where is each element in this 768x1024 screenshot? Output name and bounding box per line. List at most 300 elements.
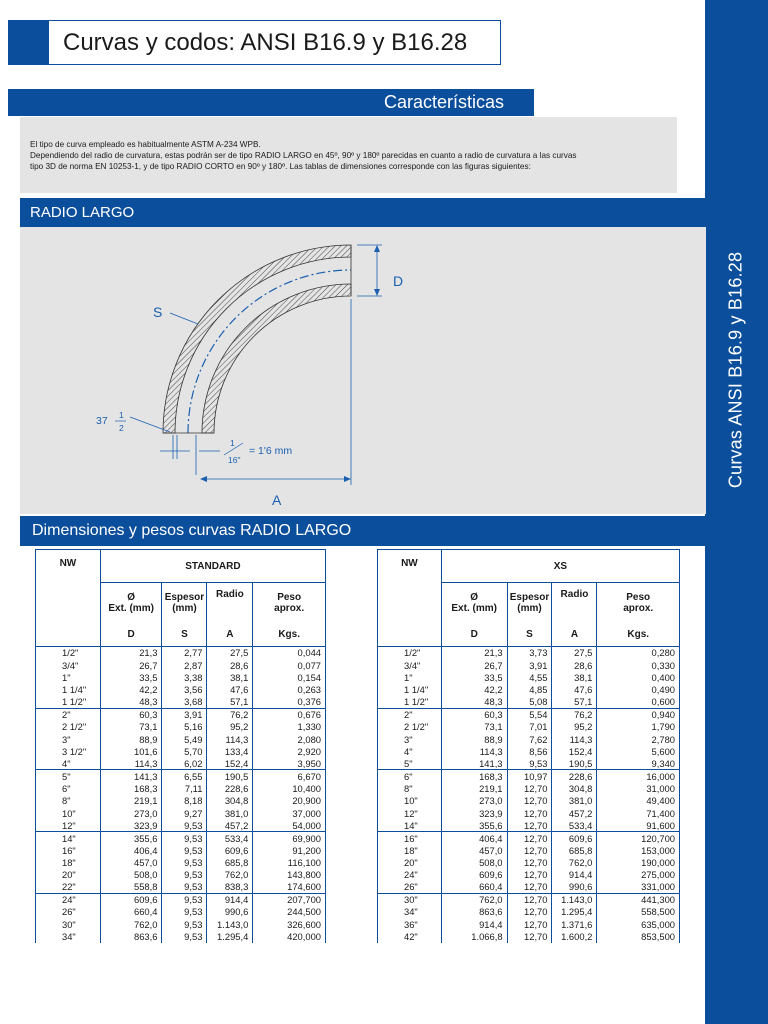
radio-cell: 228,6 <box>552 770 597 782</box>
peso-cell: 635,000 <box>597 918 680 930</box>
radio-cell: 457,2 <box>207 819 253 831</box>
peso-cell: 69,900 <box>253 832 326 844</box>
nw-cell: 12" <box>36 819 101 831</box>
nw-cell: 2" <box>378 708 442 720</box>
ext-cell: 660,4 <box>441 881 507 893</box>
peso-cell: 275,000 <box>597 869 680 881</box>
espesor-cell: 3,56 <box>162 684 207 696</box>
espesor-header: Espesor (mm) <box>162 583 207 623</box>
espesor-cell: 10,97 <box>507 770 552 782</box>
nw-cell: 10" <box>378 795 442 807</box>
peso-cell: 20,900 <box>253 795 326 807</box>
peso-cell: 153,000 <box>597 844 680 856</box>
nw-cell: 16" <box>378 832 442 844</box>
table-row <box>36 684 326 696</box>
nw-cell: 34" <box>36 930 101 942</box>
radio-cell: 133,4 <box>207 745 253 757</box>
ext-cell: 219,1 <box>441 782 507 794</box>
nw-cell: 1/2" <box>378 647 442 659</box>
ext-cell: 168,3 <box>100 782 162 794</box>
table-row <box>378 893 680 905</box>
table-row <box>36 930 326 942</box>
peso-cell: 0,154 <box>253 671 326 683</box>
xs-group-header: XS <box>441 550 679 583</box>
radio-header: Radio <box>552 583 597 623</box>
angle-num: 1 <box>119 410 124 420</box>
ext-cell: 355,6 <box>441 819 507 831</box>
ext-cell: 21,3 <box>441 647 507 659</box>
ext-cell: 60,3 <box>100 708 162 720</box>
espesor-cell: 12,70 <box>507 856 552 868</box>
radio-cell: 57,1 <box>552 696 597 708</box>
table-row <box>378 733 680 745</box>
radio-cell: 533,4 <box>207 832 253 844</box>
nw-cell: 3/4" <box>36 659 101 671</box>
radio-cell: 47,6 <box>552 684 597 696</box>
espesor-cell: 9,53 <box>162 881 207 893</box>
radio-cell: 76,2 <box>207 708 253 720</box>
nw-cell: 1" <box>378 671 442 683</box>
nw-cell: 24" <box>36 893 101 905</box>
label-s: S <box>153 304 163 320</box>
table-row <box>378 721 680 733</box>
table-row <box>36 918 326 930</box>
ext-cell: 863,6 <box>441 906 507 918</box>
radio-cell: 76,2 <box>552 708 597 720</box>
ext-cell: 558,8 <box>100 881 162 893</box>
peso-cell: 0,044 <box>253 647 326 659</box>
espesor-cell: 9,53 <box>162 893 207 905</box>
peso-cell: 2,920 <box>253 745 326 757</box>
peso-cell: 0,676 <box>253 708 326 720</box>
ext-cell: 101,6 <box>100 745 162 757</box>
frac-num: 1 <box>230 438 235 448</box>
ext-cell: 508,0 <box>441 856 507 868</box>
espesor-cell: 9,53 <box>162 930 207 942</box>
espesor-cell: 3,91 <box>507 659 552 671</box>
table-row <box>378 819 680 831</box>
ext-cell: 42,2 <box>100 684 162 696</box>
ext-cell: 273,0 <box>100 807 162 819</box>
peso-cell: 0,940 <box>597 708 680 720</box>
table-row <box>378 708 680 720</box>
nw-cell: 4" <box>378 745 442 757</box>
peso-cell: 0,600 <box>597 696 680 708</box>
espesor-cell: 5,16 <box>162 721 207 733</box>
ext-cell: 355,6 <box>100 832 162 844</box>
table-row <box>36 782 326 794</box>
ext-cell: 323,9 <box>441 807 507 819</box>
peso-cell: 1,790 <box>597 721 680 733</box>
nw-cell: 20" <box>36 869 101 881</box>
espesor-cell: 3,73 <box>507 647 552 659</box>
radio-cell: 95,2 <box>552 721 597 733</box>
espesor-cell: 9,53 <box>162 906 207 918</box>
table-row <box>36 856 326 868</box>
peso-cell: 49,400 <box>597 795 680 807</box>
nw-cell: 8" <box>36 795 101 807</box>
espesor-cell: 12,70 <box>507 819 552 831</box>
peso-cell: 853,500 <box>597 930 680 942</box>
ext-cell: 60,3 <box>441 708 507 720</box>
mm-text: = 1'6 mm <box>249 445 293 457</box>
radio-cell: 609,6 <box>552 832 597 844</box>
table-row <box>378 918 680 930</box>
radio-cell: 114,3 <box>552 733 597 745</box>
radio-cell: 228,6 <box>207 782 253 794</box>
peso-cell: 174,600 <box>253 881 326 893</box>
ext-cell: 457,0 <box>100 856 162 868</box>
espesor-cell: 12,70 <box>507 807 552 819</box>
nw-cell: 42" <box>378 930 442 942</box>
peso-cell: 3,950 <box>253 758 326 770</box>
espesor-cell: 8,18 <box>162 795 207 807</box>
standard-group-header: STANDARD <box>100 550 325 583</box>
radio-cell: 114,3 <box>207 733 253 745</box>
table-row <box>36 758 326 770</box>
radio-cell: 95,2 <box>207 721 253 733</box>
radio-cell: 1.600,2 <box>552 930 597 942</box>
peso-cell: 54,000 <box>253 819 326 831</box>
espesor-cell: 3,68 <box>162 696 207 708</box>
nw-cell: 5" <box>378 758 442 770</box>
peso-cell: 0,376 <box>253 696 326 708</box>
ext-cell: 21,3 <box>100 647 162 659</box>
espesor-cell: 2,87 <box>162 659 207 671</box>
radio-cell: 990,6 <box>207 906 253 918</box>
table-row <box>36 721 326 733</box>
nw-cell: 4" <box>36 758 101 770</box>
table-row <box>36 844 326 856</box>
peso-cell: 9,340 <box>597 758 680 770</box>
peso-cell: 5,600 <box>597 745 680 757</box>
ext-cell: 73,1 <box>100 721 162 733</box>
espesor-cell: 12,70 <box>507 869 552 881</box>
peso-cell: 6,670 <box>253 770 326 782</box>
radio-cell: 27,5 <box>552 647 597 659</box>
ext-cell: 88,9 <box>441 733 507 745</box>
radio-cell: 685,8 <box>207 856 253 868</box>
radio-cell: 1.143,0 <box>552 893 597 905</box>
nw-cell: 22" <box>36 881 101 893</box>
table-row <box>36 795 326 807</box>
radio-cell: 1.371,6 <box>552 918 597 930</box>
ext-cell: 609,6 <box>100 893 162 905</box>
xs-table <box>377 549 680 943</box>
nw-cell: 14" <box>378 819 442 831</box>
nw-cell: 3 1/2" <box>36 745 101 757</box>
ext-cell: 762,0 <box>441 893 507 905</box>
table-row <box>36 893 326 905</box>
radio-largo-header: RADIO LARGO <box>20 198 706 227</box>
nw-cell: 24" <box>378 869 442 881</box>
nw-cell: 2 1/2" <box>378 721 442 733</box>
peso-cell: 558,500 <box>597 906 680 918</box>
espesor-cell: 4,85 <box>507 684 552 696</box>
nw-cell: 2" <box>36 708 101 720</box>
espesor-cell: 8,56 <box>507 745 552 757</box>
ext-cell: 114,3 <box>441 745 507 757</box>
ext-cell: 88,9 <box>100 733 162 745</box>
table-row <box>36 647 326 659</box>
peso-cell: 0,263 <box>253 684 326 696</box>
nw-cell: 30" <box>36 918 101 930</box>
ext-cell: 863,6 <box>100 930 162 942</box>
table-row <box>378 856 680 868</box>
unit-s: S <box>162 623 207 647</box>
nw-cell: 6" <box>36 782 101 794</box>
ext-cell: 273,0 <box>441 795 507 807</box>
intro-text <box>20 117 677 193</box>
nw-cell: 18" <box>378 844 442 856</box>
espesor-cell: 7,01 <box>507 721 552 733</box>
angle-den: 2 <box>119 423 124 433</box>
nw-cell: 1 1/2" <box>378 696 442 708</box>
radio-cell: 1.295,4 <box>552 906 597 918</box>
radio-cell: 990,6 <box>552 881 597 893</box>
radio-cell: 152,4 <box>552 745 597 757</box>
peso-cell: 120,700 <box>597 832 680 844</box>
peso-cell: 37,000 <box>253 807 326 819</box>
peso-cell: 116,100 <box>253 856 326 868</box>
espesor-cell: 9,27 <box>162 807 207 819</box>
espesor-cell: 7,11 <box>162 782 207 794</box>
nw-cell: 5" <box>36 770 101 782</box>
ext-cell: 114,3 <box>100 758 162 770</box>
table-row <box>36 696 326 708</box>
peso-cell: 0,280 <box>597 647 680 659</box>
espesor-cell: 4,55 <box>507 671 552 683</box>
unit-s: S <box>507 623 552 647</box>
standard-table <box>35 549 326 943</box>
table-row <box>36 671 326 683</box>
radio-cell: 762,0 <box>552 856 597 868</box>
nw-header: NW <box>378 550 442 647</box>
table-row <box>36 807 326 819</box>
table-row <box>36 881 326 893</box>
table-row <box>378 770 680 782</box>
table-row <box>36 832 326 844</box>
peso-cell: 244,500 <box>253 906 326 918</box>
espesor-cell: 3,91 <box>162 708 207 720</box>
espesor-cell: 9,53 <box>162 832 207 844</box>
ext-cell: 457,0 <box>441 844 507 856</box>
espesor-cell: 12,70 <box>507 906 552 918</box>
espesor-cell: 12,70 <box>507 918 552 930</box>
espesor-cell: 9,53 <box>162 869 207 881</box>
radio-cell: 27,5 <box>207 647 253 659</box>
nw-cell: 12" <box>378 807 442 819</box>
peso-cell: 0,077 <box>253 659 326 671</box>
ext-cell: 168,3 <box>441 770 507 782</box>
table-row <box>378 869 680 881</box>
radio-cell: 190,5 <box>207 770 253 782</box>
ext-cell: 508,0 <box>100 869 162 881</box>
nw-cell: 34" <box>378 906 442 918</box>
page-title: Curvas y codos: ANSI B16.9 y B16.28 <box>48 20 501 65</box>
espesor-cell: 2,77 <box>162 647 207 659</box>
elbow-outer-wall <box>163 245 351 433</box>
espesor-cell: 9,53 <box>162 844 207 856</box>
peso-cell: 143,800 <box>253 869 326 881</box>
ext-cell: 1.066,8 <box>441 930 507 942</box>
radio-header: Radio <box>207 583 253 623</box>
table-row <box>378 671 680 683</box>
espesor-cell: 6,02 <box>162 758 207 770</box>
intro-line-3: tipo 3D de norma EN 10253-1, y de tipo RADIO CORTO en 90º y 180º. Las tablas de dimensiones corresponde con las figuras siguientes: <box>30 162 531 171</box>
nw-cell: 1" <box>36 671 101 683</box>
nw-cell: 18" <box>36 856 101 868</box>
radio-cell: 1.143,0 <box>207 918 253 930</box>
elbow-diagram-svg <box>20 227 706 514</box>
ext-cell: 660,4 <box>100 906 162 918</box>
peso-cell: 331,000 <box>597 881 680 893</box>
peso-cell: 0,400 <box>597 671 680 683</box>
table-row <box>378 906 680 918</box>
nw-cell: 1 1/4" <box>378 684 442 696</box>
nw-header: NW <box>36 550 101 647</box>
unit-kgs: Kgs. <box>597 623 680 647</box>
unit-a: A <box>207 623 253 647</box>
espesor-cell: 9,53 <box>162 918 207 930</box>
nw-cell: 3" <box>378 733 442 745</box>
peso-cell: 16,000 <box>597 770 680 782</box>
table-row <box>36 708 326 720</box>
espesor-cell: 5,08 <box>507 696 552 708</box>
espesor-cell: 12,70 <box>507 881 552 893</box>
side-bar <box>705 0 768 1024</box>
ext-cell: 914,4 <box>441 918 507 930</box>
nw-cell: 2 1/2" <box>36 721 101 733</box>
ext-cell: 26,7 <box>441 659 507 671</box>
label-d: D <box>393 273 404 289</box>
peso-header: Peso aprox. <box>597 583 680 623</box>
peso-cell: 0,330 <box>597 659 680 671</box>
espesor-cell: 9,53 <box>507 758 552 770</box>
angle-whole: 37 <box>96 415 108 427</box>
peso-cell: 441,300 <box>597 893 680 905</box>
table-row <box>378 807 680 819</box>
espesor-cell: 12,70 <box>507 930 552 942</box>
radio-cell: 57,1 <box>207 696 253 708</box>
table-row <box>378 782 680 794</box>
nw-cell: 3" <box>36 733 101 745</box>
ext-cell: 33,5 <box>441 671 507 683</box>
peso-cell: 420,000 <box>253 930 326 942</box>
peso-cell: 91,600 <box>597 819 680 831</box>
ext-cell: 406,4 <box>100 844 162 856</box>
nw-cell: 1/2" <box>36 647 101 659</box>
table-row <box>378 758 680 770</box>
table-row <box>36 869 326 881</box>
radio-cell: 381,0 <box>552 795 597 807</box>
nw-cell: 8" <box>378 782 442 794</box>
ext-cell: 141,3 <box>100 770 162 782</box>
espesor-cell: 5,49 <box>162 733 207 745</box>
ext-header: Ø Ext. (mm) <box>100 583 162 623</box>
nw-cell: 6" <box>378 770 442 782</box>
espesor-cell: 7,62 <box>507 733 552 745</box>
nw-cell: 30" <box>378 893 442 905</box>
radio-cell: 28,6 <box>552 659 597 671</box>
espesor-cell: 12,70 <box>507 795 552 807</box>
peso-cell: 71,400 <box>597 807 680 819</box>
title-accent-box <box>8 20 48 65</box>
espesor-header: Espesor (mm) <box>507 583 552 623</box>
ext-cell: 73,1 <box>441 721 507 733</box>
table-row <box>36 819 326 831</box>
radio-cell: 38,1 <box>552 671 597 683</box>
espesor-cell: 5,54 <box>507 708 552 720</box>
ext-cell: 33,5 <box>100 671 162 683</box>
ext-cell: 323,9 <box>100 819 162 831</box>
peso-cell: 326,600 <box>253 918 326 930</box>
table-row <box>378 647 680 659</box>
radio-cell: 609,6 <box>207 844 253 856</box>
unit-kgs: Kgs. <box>253 623 326 647</box>
label-a: A <box>272 492 282 508</box>
ext-cell: 219,1 <box>100 795 162 807</box>
ext-cell: 48,3 <box>441 696 507 708</box>
espesor-cell: 9,53 <box>162 819 207 831</box>
peso-cell: 91,200 <box>253 844 326 856</box>
espesor-cell: 12,70 <box>507 782 552 794</box>
table-row <box>378 881 680 893</box>
ext-cell: 406,4 <box>441 832 507 844</box>
ext-cell: 26,7 <box>100 659 162 671</box>
radio-cell: 1.295,4 <box>207 930 253 942</box>
radio-cell: 28,6 <box>207 659 253 671</box>
side-title: Curvas ANSI B16.9 y B16.28 <box>725 251 746 489</box>
table-row <box>378 684 680 696</box>
radio-cell: 47,6 <box>207 684 253 696</box>
nw-cell: 14" <box>36 832 101 844</box>
table-row <box>378 795 680 807</box>
radio-cell: 914,4 <box>207 893 253 905</box>
ext-cell: 48,3 <box>100 696 162 708</box>
nw-cell: 26" <box>36 906 101 918</box>
table-row <box>378 832 680 844</box>
unit-a: A <box>552 623 597 647</box>
table-row <box>378 696 680 708</box>
table-row <box>36 733 326 745</box>
radio-cell: 838,3 <box>207 881 253 893</box>
peso-cell: 2,080 <box>253 733 326 745</box>
espesor-cell: 12,70 <box>507 832 552 844</box>
ext-cell: 141,3 <box>441 758 507 770</box>
peso-cell: 207,700 <box>253 893 326 905</box>
espesor-cell: 12,70 <box>507 893 552 905</box>
table-row <box>36 745 326 757</box>
nw-cell: 3/4" <box>378 659 442 671</box>
nw-cell: 36" <box>378 918 442 930</box>
table-row <box>36 659 326 671</box>
table-row <box>378 844 680 856</box>
nw-cell: 10" <box>36 807 101 819</box>
ext-header: Ø Ext. (mm) <box>441 583 507 623</box>
radio-cell: 38,1 <box>207 671 253 683</box>
radio-cell: 914,4 <box>552 869 597 881</box>
espesor-cell: 6,55 <box>162 770 207 782</box>
elbow-diagram <box>20 227 706 514</box>
table-row <box>36 906 326 918</box>
espesor-cell: 9,53 <box>162 856 207 868</box>
dimensiones-header: Dimensiones y pesos curvas RADIO LARGO <box>20 516 706 546</box>
table-row <box>378 745 680 757</box>
espesor-cell: 5,70 <box>162 745 207 757</box>
radio-cell: 685,8 <box>552 844 597 856</box>
radio-cell: 304,8 <box>552 782 597 794</box>
